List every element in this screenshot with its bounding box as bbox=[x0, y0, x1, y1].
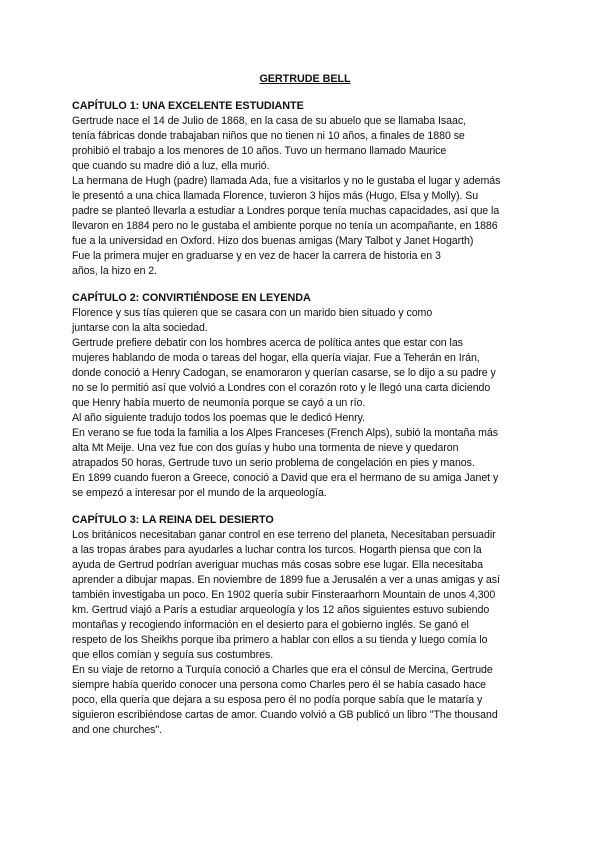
text-line: Florence y sus tías quieren que se casara con un marido bien situado y como bbox=[72, 307, 433, 319]
chapter-heading: CAPÍTULO 3: LA REINA DEL DESIERTO bbox=[72, 514, 274, 526]
chapter-text bbox=[72, 306, 538, 501]
text-line: a las tropas árabes para ayudarles a luchar contra los turcos. Hogarth piensa que con la bbox=[72, 544, 482, 556]
text-line: también investigaba un poco. En 1902 quería subir Finsteraarhorn Mountain de unos 4,300 bbox=[72, 589, 496, 601]
chapter-heading: CAPÍTULO 2: CONVIRTIÉNDOSE EN LEYENDA bbox=[72, 292, 311, 304]
text-line: mujeres hablando de moda o tareas del hogar, ella quería viajar. Fue a Teherán en Irán, bbox=[72, 352, 480, 364]
text-line: donde conoció a Henry Cadogan, se enamoraron y querían casarse, se lo dijo a su padre y bbox=[72, 367, 496, 379]
text-line: poco, ella quería que dejara a su esposa pero él no podía porque sabía que le mataría y bbox=[72, 694, 483, 706]
text-line: atrapados 50 horas, Gertrude tuvo un serio problema de congelación en pies y manos. bbox=[72, 457, 475, 469]
text-line: juntarse con la alta sociedad. bbox=[72, 322, 208, 334]
chapter-heading: CAPÍTULO 1: UNA EXCELENTE ESTUDIANTE bbox=[72, 100, 304, 112]
text-line: siguieron escribiéndose cartas de amor. Cuando volvió a GB publicó un libro "The thousand bbox=[72, 709, 498, 721]
text-line: montañas y recogiendo información en el desierto para el gobierno inglés. Se ganó el bbox=[72, 619, 469, 631]
text-line: prohibió el trabajo a los menores de 10 años. Tuvo un hermano llamado Maurice bbox=[72, 145, 447, 157]
text-line: que ellos comían y seguía sus costumbres. bbox=[72, 649, 274, 661]
text-line: and one churches". bbox=[72, 724, 163, 736]
text-line: llevaron en 1884 pero no le gustaba el ambiente porque no tenía un acompañante, en 1886 bbox=[72, 220, 498, 232]
text-line: padre se planteó llevarla a estudiar a Londres porque tenía muchas capacidades, así que la bbox=[72, 205, 500, 217]
text-line: fue a la universidad en Oxford. Hizo dos buenas amigas (Mary Talbot y Janet Hogarth) bbox=[72, 235, 474, 247]
text-line: En 1899 cuando fueron a Greece, conoció a David que era el hermano de su amiga Janet y bbox=[72, 472, 499, 484]
text-line: En su viaje de retorno a Turquía conoció a Charles que era el cónsul de Mercina, Gertrude bbox=[72, 664, 493, 676]
text-line: respeto de los Sheikhs porque iba primero a hablar con ellos a su tienda y luego comía lo bbox=[72, 634, 488, 646]
text-line: que cuando su madre dió a luz, ella murió. bbox=[72, 160, 270, 172]
chapter-text bbox=[72, 114, 538, 279]
text-line: En verano se fue toda la familia a los Alpes Franceses (French Alps), subió la montaña más bbox=[72, 427, 498, 439]
document-body bbox=[72, 72, 538, 750]
text-line: tenía fábricas donde trabajaban niños que no tienen ni 10 años, a finales de 1880 se bbox=[72, 130, 465, 142]
chapter-2 bbox=[72, 291, 538, 501]
text-line: La hermana de Hugh (padre) llamada Ada, fue a visitarlos y no le gustaba el lugar y además bbox=[72, 175, 501, 187]
text-line: que Henry había muerto de neumonía porque se cayó a un río. bbox=[72, 397, 366, 409]
text-line: km. Gertrud viajó a París a estudiar arqueología y los 12 años siguientes estuvo subiendo bbox=[72, 604, 490, 616]
text-line: Al año siguiente tradujo todos los poemas que le dedicó Henry. bbox=[72, 412, 365, 424]
text-line: ayuda de Gertrud podrían averiguar muchas más cosas sobre ese lugar. Ella necesitaba bbox=[72, 559, 483, 571]
text-line: Gertrude nace el 14 de Julio de 1868, en la casa de su abuelo que se llamaba Isaac, bbox=[72, 115, 466, 127]
text-line: se empezó a interesar por el mundo de la arqueología. bbox=[72, 487, 327, 499]
document-title: GERTRUDE BELL bbox=[259, 73, 351, 85]
chapter-1 bbox=[72, 99, 538, 279]
chapter-3 bbox=[72, 513, 538, 738]
text-line: siempre había querido conocer una persona como Charles pero él se había casado hace bbox=[72, 679, 486, 691]
text-line: no se lo permitió así que volvió a Londres con el corazón roto y le llegó una carta diciendo bbox=[72, 382, 491, 394]
text-line: Fue la primera mujer en graduarse y en vez de hacer la carrera de historia en 3 bbox=[72, 250, 441, 262]
text-line: Los británicos necesitaban ganar control en ese terreno del planeta, Necesitaban persuadir bbox=[72, 529, 496, 541]
text-line: Gertrude prefiere debatir con los hombres acerca de política antes que estar con las bbox=[72, 337, 463, 349]
text-line: años, la hizo en 2. bbox=[72, 265, 158, 277]
chapter-text bbox=[72, 528, 538, 738]
text-line: le presentó a una chica llamada Florence, tuvieron 3 hijos más (Hugo, Elsa y Molly). Su bbox=[72, 190, 479, 202]
text-line: alta Mt Meije. Una vez fue con dos guías y hubo una tormenta de nieve y quedaron bbox=[72, 442, 459, 454]
text-line: aprender a dibujar mapas. En noviembre de 1899 fue a Jerusalén a ver a unas amigas y así bbox=[72, 574, 500, 586]
